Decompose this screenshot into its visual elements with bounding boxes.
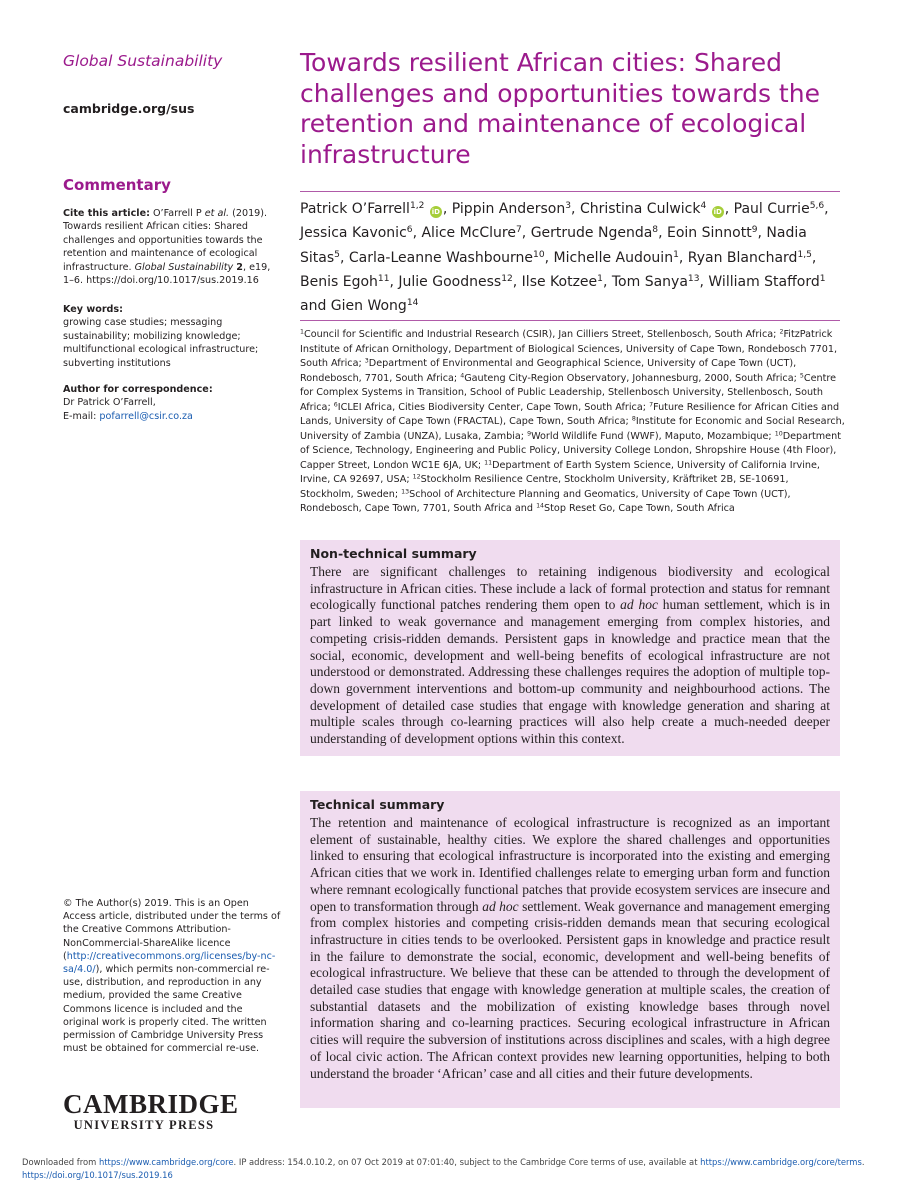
article-type: Commentary (63, 176, 171, 194)
article-title: Towards resilient African cities: Shared challenges and opportunities towards the retention and maintenance of ecological infrastructure (300, 48, 820, 169)
footer-end: . (861, 1157, 865, 1167)
author[interactable] (349, 250, 545, 266)
affiliation-number: 3 (364, 357, 369, 365)
author[interactable] (300, 201, 443, 217)
author-name: Christina Culwick (579, 201, 701, 217)
author-name: Tom Sanya (611, 273, 688, 290)
author-name: Patrick O’Farrell (300, 201, 410, 217)
ts-text-2: settlement. Weak governance and management emerging from complex histories and competing crisis-ridden demands mean that securing ecological infrastructure in cities tends to be overlooked. Persistent gaps in knowledge and practice result in the failure to demonstrate the social, economic, development and well-being benefits of ecological infrastructure. We believe that these can be attended to through the development of detailed case studies that engage with knowledge generation at multiple scales, the creation of substantial datasets and the mobilization of existing knowledge bases through novel information sharing and co-learning practices. Securing ecological infrastructure in African cities will require the subversion of institutions across disciplines and scales, with a high degree of local civic action. The African context provides new learning opportunities, helping to both understand the broader ‘African’ case and all cities and their future developments. (310, 898, 831, 1081)
affiliation-number: 11 (484, 459, 493, 467)
affiliation-number: 8 (631, 415, 636, 423)
cambridge-logo (63, 1089, 239, 1132)
author[interactable] (531, 225, 658, 241)
citation-title: (2019). Towards resilient African cities: Shared challenges and opportunities towards the retention and maintenance of ecological infrastructure. (63, 208, 268, 273)
affiliation-text: Council for Scientific and Industrial Research (CSIR), Jan Cilliers Street, Stellenbosch, South Africa; (304, 329, 777, 340)
affiliation (300, 329, 776, 340)
author-name: Michelle Audouin (553, 249, 674, 266)
affiliation-text: Stockholm Resilience Centre, Stockholm University, Kräftriket 2B, SE-10691, Stockholm, Sweden; (300, 474, 789, 500)
affiliation-text: FitzPatrick Institute of African Ornithology, Department of Biological Sciences, University of Cape Town, Rondebosch 7701, South Africa; (300, 329, 838, 369)
affiliation-text: Future Resilience for African Cities and Lands, University of Cape Town (FRACTAL), Cape Town, South Africa; (300, 401, 840, 427)
author[interactable] (452, 201, 571, 217)
author-name: Carla-Leanne Washbourne (348, 249, 534, 266)
license-pre: © The Author(s) 2019. This is an Open Access article, distributed under the terms of the Creative Commons Attribution-NonCommercial-ShareAlike licence ( (63, 898, 281, 962)
author[interactable] (300, 225, 413, 241)
logo-line2: UNIVERSITY PRESS (73, 1118, 215, 1132)
author[interactable] (421, 225, 521, 241)
affiliation-text: Institute for Economic and Social Research, University of Zambia (UNZA), Lusaka, Zambia; (300, 416, 845, 442)
correspondence-label: Author for correspondence: (63, 384, 213, 395)
affiliation-text: School of Architecture Planning and Geomatics, University of Cape Town (UCT), Rondebosch, Cape Town, 7701, South Africa and (300, 488, 791, 514)
author[interactable] (398, 274, 512, 290)
author-affiliation-ref: 14 (406, 298, 419, 309)
nts-emphasis: ad hoc (620, 597, 658, 613)
correspondence-name: Dr Patrick O’Farrell, (63, 397, 156, 409)
affiliation (527, 431, 772, 442)
affiliation-number: 12 (412, 473, 421, 481)
author-name: Paul Currie (733, 201, 810, 217)
author-affiliation-ref: 1 (673, 249, 679, 260)
license-block (63, 897, 281, 1055)
nts-text-1: There are significant challenges to retaining indigenous biodiversity and ecological infrastructure in African cities. These include a lack of formal protection and status for remnant ecologically functional patches rendering them open to (310, 564, 830, 613)
author-name: Eoin Sinnott (667, 225, 752, 242)
author-affiliation-ref: 7 (515, 225, 522, 236)
affiliation-text: Gauteng City-Region Observatory, Johannesburg, 2000, South Africa; (464, 372, 797, 384)
affiliation-text: Department of Environmental and Geographical Science, University of Cape Town (UCT), Rondebosch, 7701, South Africa; (300, 358, 797, 384)
ts-text (310, 815, 830, 1082)
author-name: Pippin Anderson (451, 201, 566, 217)
author-name: Benis Egoh (300, 273, 378, 290)
correspondence-block (63, 383, 275, 423)
affiliation-number: 1 (300, 328, 304, 336)
author-name: Julie Goodness (398, 273, 502, 290)
citation-pages: , e19, 1–6. (63, 261, 271, 287)
ts-text-1: The retention and maintenance of ecological infrastructure is recognized as an important element of sustainable, healthy cities. We explore the shared challenges and opportunities linked to ensuring that ecological infrastructure is incorporated into the existing and emerging African cities that we work in. Identified challenges relate to emerging urban form and function where remnant ecologically functional patches that provide ecosystem services are insecure and open to transformation through (310, 815, 830, 914)
author[interactable] (331, 298, 419, 314)
author-affiliation-ref: 5,6 (809, 201, 825, 211)
affiliation-text: Department of Earth System Science, University of California Irvine, Irvine, CA 92697, USA; (300, 459, 820, 485)
keywords-label: Key words: (63, 304, 123, 315)
nts-heading: Non-technical summary (310, 546, 477, 561)
author-name: Jessica Kavonic (300, 225, 407, 242)
citation-label: Cite this article: (63, 208, 150, 219)
author-list: Patrick O’Farrell$^{1,2}$ iD , Pippin Anderson$^3$, Christina Culwick$^4$ iD , Paul Currie$^{5,6}$, Jessica Kavonic$^6$, Alice McClure$^7$, Gertrude Ngenda$^8$, Eoin Sinnott$^9$, Nadia Sitas$^5$, Carla-Leanne Washbourne$^{10}$, Michelle Audouin$^1$, Ryan Blanchard$^{1,5}$, Benis Egoh$^{11}$, Julie Goodness$^{12}$, Ilse Kotzee$^1$, Tom Sanya$^{13}$, William Stafford$^1$ and Gien Wong$^{14}$ (300, 201, 829, 315)
affiliation-number: 7 (649, 401, 654, 409)
nts-text-2: human settlement, which is in part linked to weak governance and management emerging from complex histories, and competing crisis-ridden demands. Persistent gaps in knowledge and practice mean that the social, economic, development and well-being benefits of ecological infrastructure are not understood or demonstrated. Addressing these challenges requires the adoption of multiple top-down government interventions and bottom-up community and neighbourhood actions. The development of detailed case studies that engage with knowledge generation and sharing at multiple scales through co-learning practices will also help create a much-needed deeper understanding of development options within this context. (310, 597, 830, 747)
citation-volume: 2 (236, 261, 243, 273)
author[interactable] (522, 274, 603, 290)
orcid-icon[interactable]: iD (431, 208, 440, 216)
license-link[interactable]: http://creativecommons.org/licenses/by-nc-sa/4.0/ (63, 950, 276, 976)
author-affiliation-ref: 5 (334, 249, 340, 260)
affiliation-text: Centre for Complex Systems in Transition, School of Public Leadership, Stellenbosch University, Stellenbosch, South Africa; (300, 372, 837, 413)
nts-text (310, 564, 830, 748)
citation-etal: et al. (204, 208, 230, 219)
footer-mid: . IP address: 154.0.10.2, on 07 Oct 2019 at 07:01:40, subject to the Cambridge Core terms of use, available at (233, 1157, 698, 1167)
journal-name: Global Sustainability (63, 52, 223, 70)
author-affiliation-ref: 4 (700, 201, 707, 211)
footer-pre: Downloaded from (22, 1157, 97, 1167)
affiliation-text: Department of Science, Technology, Engineering and Public Policy, University College London, Shropshire House (4th Floor), Capper Street, London WC1E 6JA, UK; (300, 430, 841, 471)
email-link[interactable]: pofarrell@csir.co.za (99, 410, 193, 422)
affiliation (334, 402, 646, 413)
author[interactable] (688, 250, 812, 266)
license-post: ), which permits non-commercial re-use, distribution, and reproduction in any medium, provided the same Creative Commons licence is included and the original work is properly cited. The written permission of Cambridge University Press must be obtained for commercial re-use. (63, 964, 270, 1055)
orcid-icon[interactable]: iD (713, 208, 722, 216)
journal-site[interactable]: cambridge.org/sus (63, 101, 195, 116)
author-affiliation-ref: 12 (501, 273, 513, 284)
citation-doi[interactable]: https://doi.org/10.1017/sus.2019.16 (86, 275, 259, 287)
logo-line1: CAMBRIDGE (63, 1089, 239, 1119)
author-name: Ryan Blanchard (687, 249, 798, 266)
affiliation (536, 503, 735, 514)
author[interactable] (612, 274, 700, 290)
ts-emphasis: ad hoc (482, 898, 519, 914)
author[interactable] (667, 225, 758, 241)
author-affiliation-ref: 11 (377, 273, 390, 284)
keywords-block (63, 303, 275, 370)
affiliation-number: 13 (401, 488, 410, 496)
affiliation (460, 373, 797, 384)
author-affiliation-ref: 13 (687, 273, 700, 284)
author[interactable] (300, 274, 389, 290)
author-affiliation-ref: 3 (565, 201, 572, 211)
affiliation-text: ICLEI Africa, Cities Biodiversity Center, Cape Town, South Africa; (337, 401, 646, 413)
citation-journal: Global Sustainability (134, 261, 234, 273)
citation-block (63, 207, 275, 287)
author-name: Gien Wong (330, 298, 407, 315)
author-name: Alice McClure (421, 225, 516, 242)
download-footer (22, 1156, 882, 1181)
author-affiliation-ref: 10 (533, 249, 545, 260)
author-name: Gertrude Ngenda (530, 225, 653, 242)
keywords-text: growing case studies; messaging sustainability; mobilizing knowledge; multifunctional ecological infrastructure; subverting institutions (63, 317, 259, 369)
author-affiliation-ref: 1,2 (409, 201, 425, 211)
author-affiliation-ref: 1 (597, 273, 603, 284)
affiliation-number: 9 (527, 430, 532, 438)
author-affiliation-ref: 1 (819, 273, 826, 284)
ts-heading: Technical summary (310, 797, 445, 812)
author[interactable] (554, 250, 679, 266)
technical-summary (300, 791, 840, 1108)
title-divider (300, 191, 840, 192)
affiliation-number: 4 (460, 372, 465, 380)
author-name: Ilse Kotzee (521, 273, 598, 290)
author-affiliation-ref: 9 (751, 225, 758, 236)
authors-divider (300, 320, 840, 321)
affiliation-number: 5 (799, 372, 804, 380)
footer-doi-link[interactable]: https://doi.org/10.1017/sus.2019.16 (22, 1169, 173, 1180)
affiliation-text: Stop Reset Go, Cape Town, South Africa (544, 503, 735, 514)
author-name: Nadia Sitas (300, 225, 807, 266)
footer-terms-link[interactable]: https://www.cambridge.org/core/terms (700, 1157, 862, 1167)
author[interactable] (734, 201, 825, 217)
affiliation-text: World Wildlife Fund (WWF), Maputo, Mozambique; (531, 430, 772, 442)
footer-core-link[interactable]: https://www.cambridge.org/core (98, 1157, 234, 1167)
email-label: E-mail: (63, 410, 97, 422)
affiliation-number: 2 (779, 328, 784, 336)
affiliation-number: 6 (333, 401, 338, 409)
author-affiliation-ref: 8 (652, 225, 659, 236)
affiliation-number: 10 (774, 430, 783, 438)
author-name: William Stafford (708, 273, 820, 290)
affiliations (300, 328, 845, 517)
author-and: and (300, 298, 327, 315)
author[interactable] (708, 274, 825, 290)
citation-authors: O’Farrell P (152, 208, 202, 219)
author[interactable] (580, 201, 725, 217)
author-affiliation-ref: 6 (406, 225, 413, 236)
affiliation-number: 14 (536, 502, 545, 510)
non-technical-summary (300, 540, 840, 756)
author-affiliation-ref: 1,5 (797, 249, 812, 260)
